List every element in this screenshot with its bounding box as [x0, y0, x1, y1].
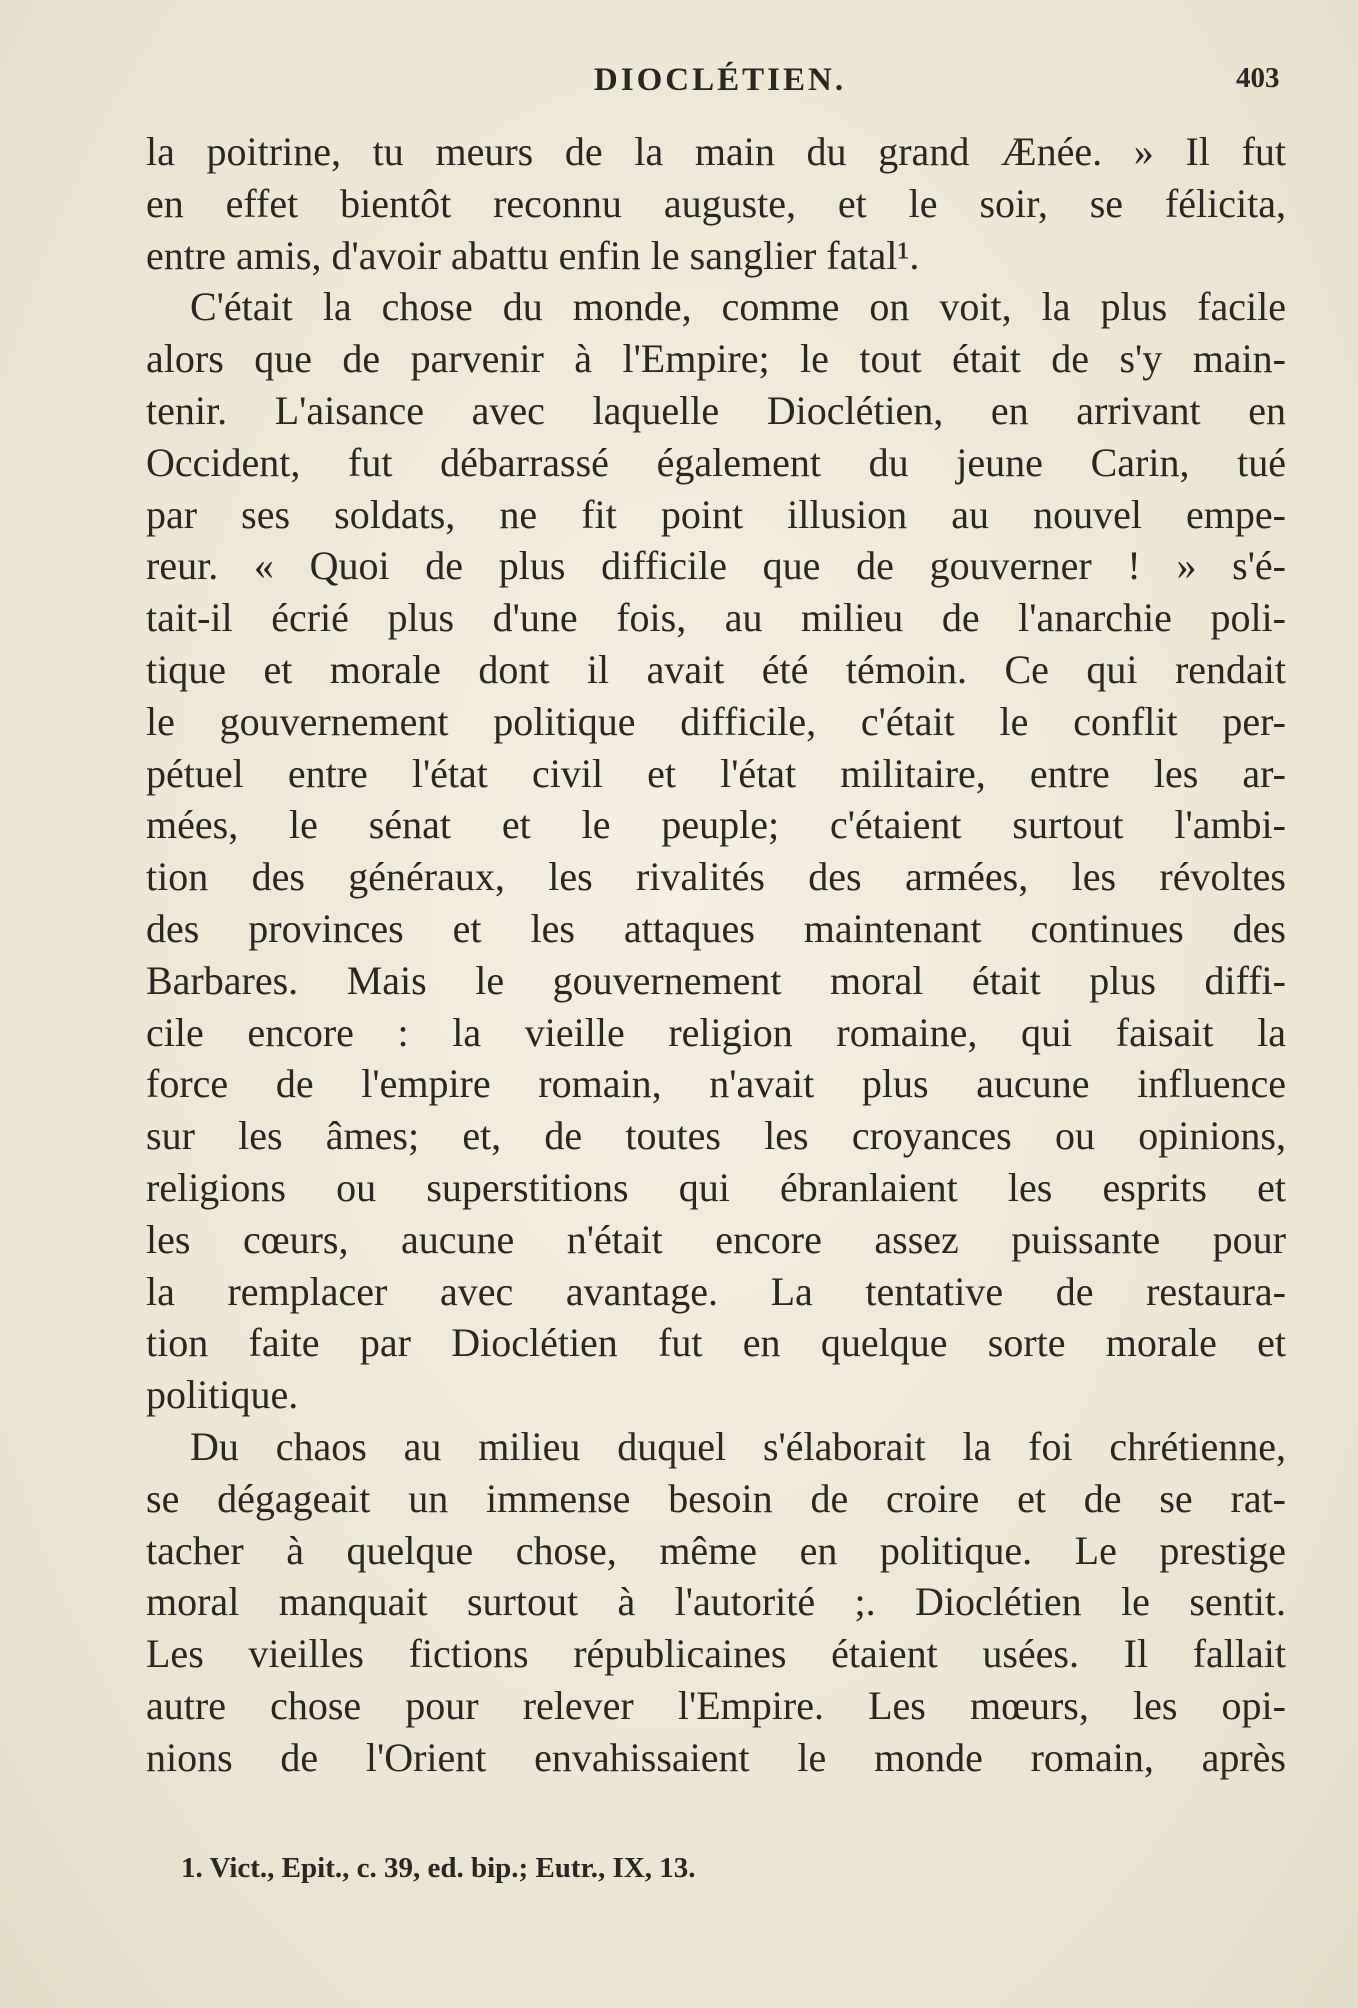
text-line: alors que de parvenir à l'Empire; le tout était de s'y main-	[146, 336, 1286, 382]
text-line: autre chose pour relever l'Empire. Les mœurs, les opi-	[146, 1682, 1286, 1728]
text-line: le gouvernement politique difficile, c'était le conflit per-	[146, 698, 1286, 744]
text-line: politique.	[146, 1372, 299, 1418]
text-line: les cœurs, aucune n'était encore assez puissante pour	[146, 1216, 1286, 1262]
text-line: tait-il écrié plus d'une fois, au milieu de l'anarchie poli-	[146, 595, 1286, 641]
text-line: mées, le sénat et le peuple; c'étaient surtout l'ambi-	[146, 802, 1286, 848]
text-line: la remplacer avec avantage. La tentative de restaura-	[146, 1268, 1286, 1314]
text-line: cile encore : la vieille religion romaine, qui faisait la	[146, 1009, 1286, 1055]
text-line: C'était la chose du monde, comme on voit, la plus facile	[190, 284, 1286, 330]
text-line: tion des généraux, les rivalités des armées, les révoltes	[146, 854, 1286, 900]
text-line: moral manquait surtout à l'autorité ;. Dioclétien le sentit.	[146, 1579, 1286, 1625]
text-line: Occident, fut débarrassé également du jeune Carin, tué	[146, 439, 1286, 485]
footnote: 1. Vict., Epit., c. 39, ed. bip.; Eutr., IX, 13.	[181, 1852, 696, 1884]
text-line: tacher à quelque chose, même en politique. Le prestige	[146, 1527, 1286, 1573]
text-line: Du chaos au milieu duquel s'élaborait la foi chrétienne,	[190, 1423, 1286, 1469]
running-head-title: DIOCLÉTIEN.	[593, 62, 847, 98]
body-text	[146, 126, 1286, 1784]
text-line: pétuel entre l'état civil et l'état militaire, entre les ar-	[146, 750, 1286, 796]
text-line: tique et morale dont il avait été témoin. Ce qui rendait	[146, 646, 1286, 692]
text-line: des provinces et les attaques maintenant continues des	[146, 905, 1286, 951]
text-line: religions ou superstitions qui ébranlaient les esprits et	[146, 1164, 1286, 1210]
text-line: reur. « Quoi de plus difficile que de gouverner ! » s'é-	[146, 543, 1286, 589]
text-line: tion faite par Dioclétien fut en quelque sorte morale et	[146, 1320, 1286, 1366]
text-line: sur les âmes; et, de toutes les croyances ou opinions,	[146, 1113, 1286, 1159]
text-line: force de l'empire romain, n'avait plus aucune influence	[146, 1061, 1286, 1107]
text-line: nions de l'Orient envahissaient le monde romain, après	[146, 1734, 1286, 1780]
text-line: par ses soldats, ne fit point illusion au nouvel empe-	[146, 491, 1286, 537]
text-line: Les vieilles fictions républicaines étaient usées. Il fallait	[146, 1631, 1286, 1677]
text-line: Barbares. Mais le gouvernement moral était plus diffi-	[146, 957, 1286, 1003]
text-line: tenir. L'aisance avec laquelle Dioclétien, en arrivant en	[146, 387, 1286, 433]
text-line: entre amis, d'avoir abattu enfin le sanglier fatal¹.	[146, 232, 920, 278]
page-number: 403	[1236, 62, 1280, 94]
text-line: en effet bientôt reconnu auguste, et le soir, se félicita,	[146, 180, 1286, 226]
text-line: se dégageait un immense besoin de croire et de se rat-	[146, 1475, 1286, 1521]
text-line: la poitrine, tu meurs de la main du grand Ænée. » Il fut	[146, 129, 1286, 174]
